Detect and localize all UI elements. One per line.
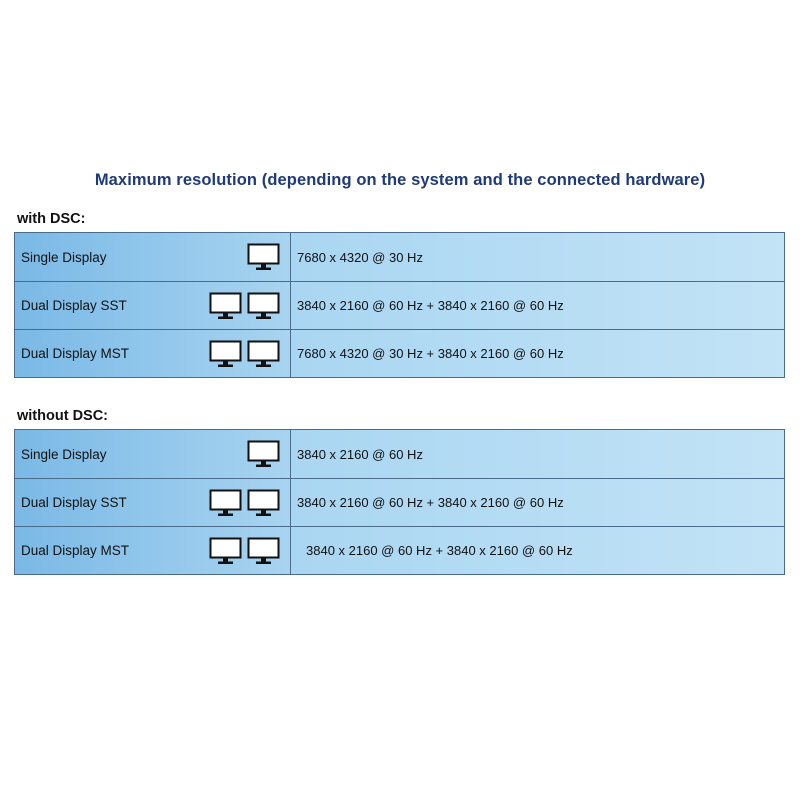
display-mode-cell — [15, 233, 291, 281]
resolution-value: 3840 x 2160 @ 60 Hz + 3840 x 2160 @ 60 Hz — [297, 298, 564, 313]
display-mode-label: Single Display — [21, 446, 107, 462]
monitor-icon — [209, 340, 242, 368]
display-mode-label: Dual Display MST — [21, 543, 130, 558]
resolution-value: 3840 x 2160 @ 60 Hz + 3840 x 2160 @ 60 Hz — [306, 543, 573, 558]
display-mode-cell — [15, 479, 291, 526]
table-row — [15, 526, 784, 574]
monitor-icon — [247, 440, 280, 468]
monitor-icon — [247, 243, 280, 271]
display-mode-label: Single Display — [21, 249, 107, 265]
display-mode-cell — [15, 282, 291, 329]
resolution-cell — [291, 430, 784, 478]
resolution-table-without-dsc — [14, 429, 785, 575]
resolution-cell — [291, 479, 784, 526]
resolution-cell — [291, 233, 784, 281]
display-mode-label: Dual Display SST — [21, 495, 127, 510]
page-title: Maximum resolution (depending on the system and the connected hardware) — [94, 171, 706, 189]
table-row — [15, 329, 784, 377]
display-mode-cell — [15, 527, 291, 574]
resolution-cell — [291, 282, 784, 329]
resolution-value: 3840 x 2160 @ 60 Hz + 3840 x 2160 @ 60 Hz — [297, 495, 564, 510]
monitor-icon — [209, 537, 242, 565]
table-row — [15, 430, 784, 478]
monitor-icon — [247, 489, 280, 517]
resolution-table-with-dsc — [14, 232, 785, 378]
section-label-with-dsc: with DSC: — [17, 211, 86, 227]
display-mode-label: Dual Display SST — [21, 298, 127, 313]
table-row — [15, 233, 784, 281]
monitor-icon — [247, 537, 280, 565]
resolution-cell — [291, 527, 784, 574]
monitor-icon — [209, 292, 242, 320]
resolution-value: 7680 x 4320 @ 30 Hz — [297, 249, 423, 265]
monitor-icon — [247, 292, 280, 320]
table-row — [15, 281, 784, 329]
resolution-cell — [291, 330, 784, 377]
display-mode-label: Dual Display MST — [21, 346, 130, 361]
monitor-icon — [247, 340, 280, 368]
display-mode-cell — [15, 430, 291, 478]
section-label-without-dsc: without DSC: — [17, 408, 109, 424]
resolution-value: 7680 x 4320 @ 30 Hz + 3840 x 2160 @ 60 Hz — [297, 346, 564, 361]
table-row — [15, 478, 784, 526]
monitor-icon — [209, 489, 242, 517]
resolution-value: 3840 x 2160 @ 60 Hz — [297, 446, 423, 462]
display-mode-cell — [15, 330, 291, 377]
